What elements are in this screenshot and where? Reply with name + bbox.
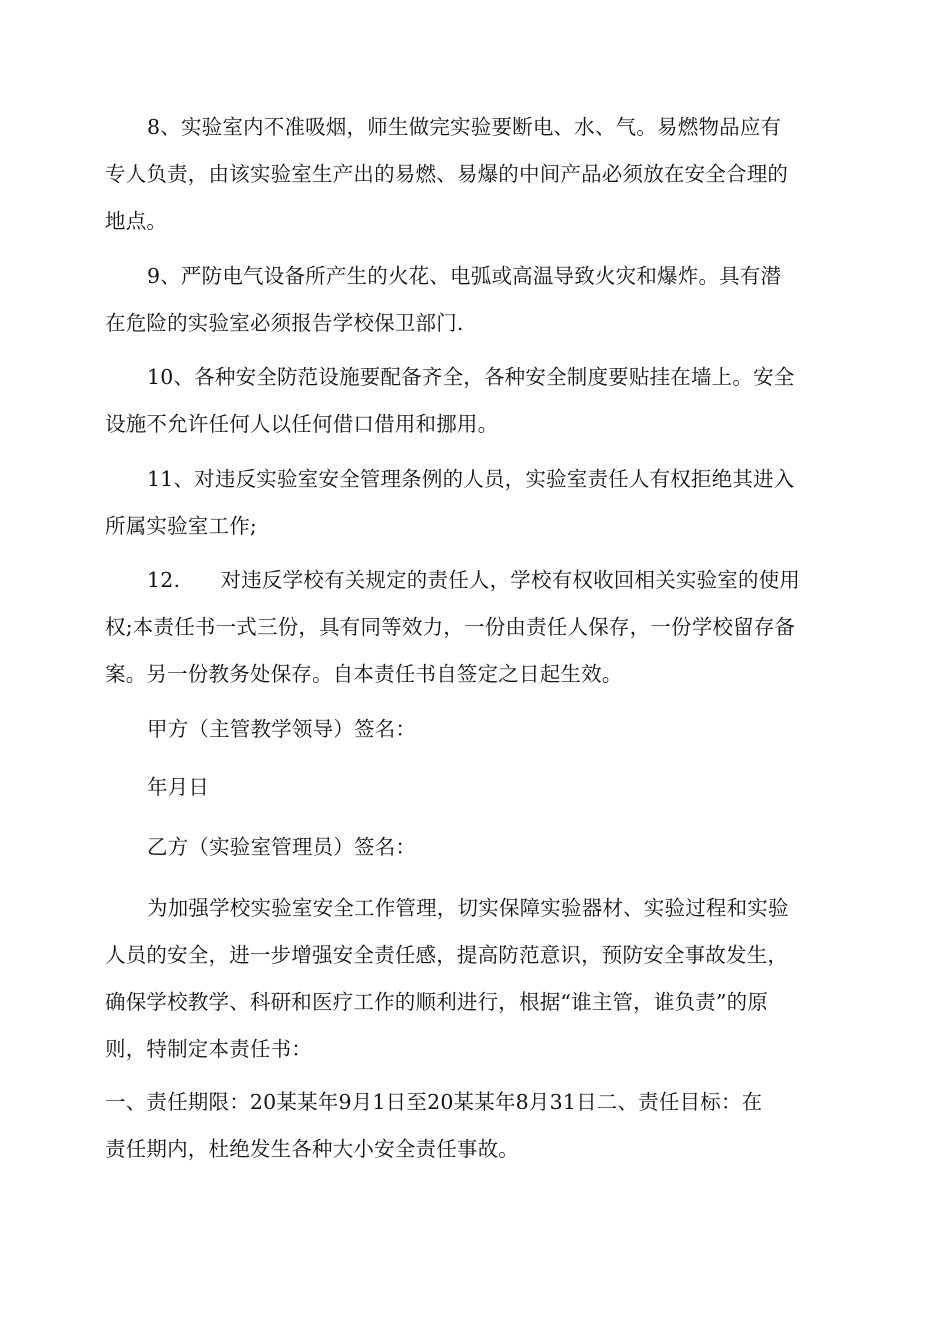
paragraph-item-11 [105,456,850,550]
text-line: 人员的安全，进一步增强安全责任感，提高防范意识，预防安全事故发生， [105,943,789,967]
paragraph-item-10 [105,354,850,448]
paragraph-item-9 [105,253,850,347]
text-line: 甲方（主管教学领导）签名： [147,717,417,741]
text-line: 设施不允许任何人以任何借口借用和挪用。 [105,412,499,436]
paragraph-term [105,1079,850,1173]
text-line: 一、责任期限：20某某年9月1日至20某某年8月31日二、责任目标：在 [105,1090,763,1114]
text-line: 11、对违反实验室安全管理条例的人员，实验室责任人有权拒绝其进入 [147,467,795,491]
text-line: 10、各种安全防范设施要配备齐全，各种安全制度要贴挂在墙上。安全 [147,365,795,389]
paragraph-item-12 [105,557,850,698]
text-line: 所属实验室工作; [105,514,258,538]
signature-date [105,764,850,811]
signature-party-b [105,824,850,871]
text-line: 权;本责任书一式三份，具有同等效力，一份由责任人保存，一份学校留存备 [105,615,796,639]
text-line: 责任期内，杜绝发生各种大小安全责任事故。 [105,1137,519,1161]
text-line: 12. 对违反学校有关规定的责任人，学校有权收回相关实验室的使用 [147,568,801,592]
text-line: 确保学校教学、科研和医疗工作的顺利进行，根据“谁主管，谁负责”的原 [105,990,769,1014]
text-line: 案。另一份教务处保存。自本责任书自签定之日起生效。 [105,662,623,686]
text-line: 为加强学校实验室安全工作管理，切实保障实验器材、实验过程和实验 [147,896,789,920]
text-line: 年月日 [147,775,210,799]
text-line: 8、实验室内不准吸烟，师生做完实验要断电、水、气。易燃物品应有 [147,115,782,139]
text-line: 则，特制定本责任书： [105,1037,312,1061]
signature-party-a [105,706,850,753]
paragraph-intro [105,885,850,1073]
text-line: 在危险的实验室必须报告学校保卫部门. [105,311,464,335]
paragraph-item-8 [105,104,850,245]
text-line: 乙方（实验室管理员）签名： [147,835,417,859]
text-line: 专人负责，由该实验室生产出的易燃、易爆的中间产品必须放在安全合理的 [105,162,789,186]
text-line: 地点。 [105,209,168,233]
text-line: 9、严防电气设备所产生的火花、电弧或高温导致火灾和爆炸。具有潜 [147,264,782,288]
